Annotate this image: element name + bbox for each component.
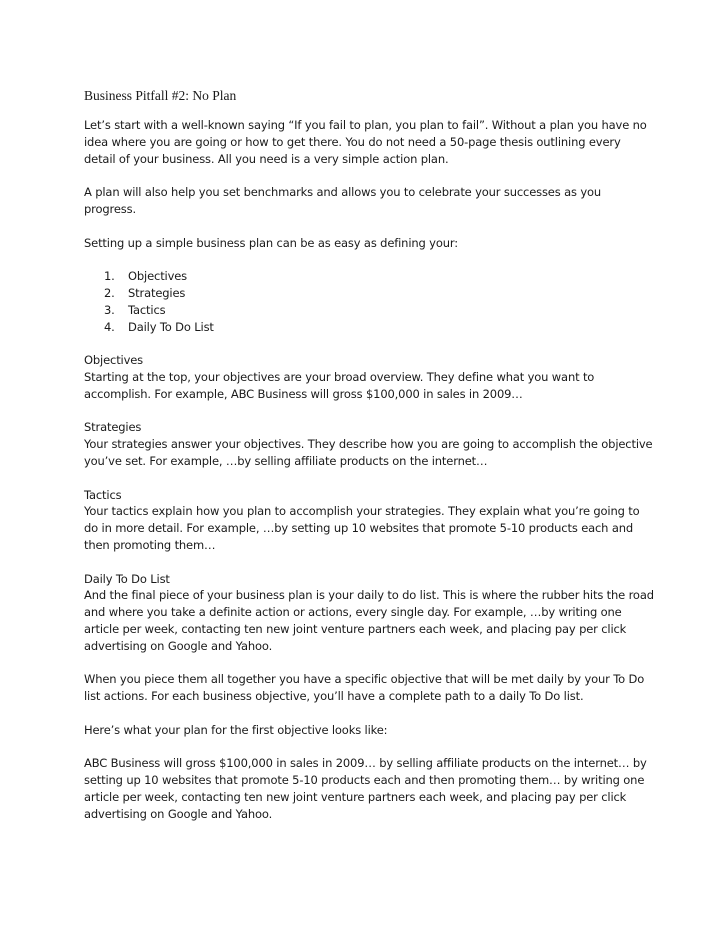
list-item-label: Tactics bbox=[128, 302, 166, 317]
section-daily-to-do-list bbox=[84, 571, 654, 655]
section-heading: Objectives bbox=[84, 353, 144, 368]
document-page bbox=[84, 87, 654, 839]
section-heading: Daily To Do List bbox=[84, 571, 170, 586]
list-item bbox=[84, 319, 654, 336]
section-strategies bbox=[84, 419, 654, 469]
summary-paragraph: ABC Business will gross $100,000 in sales in 2009… by selling affiliate products on the internet… by setting up 10 websites that promote 5-10 products each and then promoting them… by writing one article per week, contacting ten new joint venture partners each week, and placing pay per click advertising on Google and Yahoo. bbox=[84, 756, 647, 821]
section-heading: Tactics bbox=[84, 487, 122, 502]
here-paragraph: Here’s what your plan for the first objective looks like: bbox=[84, 722, 388, 737]
intro-paragraph: Let’s start with a well-known saying “If you fail to plan, you plan to fail”. Without a plan you have no idea where you are going or how to get there. You do not need a 50-page thesis outlining every detail of your business. All you need is a very simple action plan. bbox=[84, 118, 647, 166]
section-heading: Strategies bbox=[84, 420, 142, 435]
benchmarks-paragraph: A plan will also help you set benchmarks and allows you to celebrate your successes as you progress. bbox=[84, 185, 601, 216]
list-item-number: 3. bbox=[104, 302, 115, 317]
list-item-number: 4. bbox=[104, 319, 115, 334]
together-paragraph: When you piece them all together you have a specific objective that will be met daily by your To Do list actions. For each business objective, you’ll have a complete path to a daily To Do list. bbox=[84, 672, 645, 704]
document-title: Business Pitfall #2: No Plan bbox=[84, 88, 237, 103]
setup-paragraph: Setting up a simple business plan can be as easy as defining your: bbox=[84, 235, 458, 250]
plan-components-list bbox=[84, 268, 654, 335]
section-objectives bbox=[84, 352, 654, 402]
section-tactics bbox=[84, 487, 654, 554]
section-body: And the final piece of your business plan is your daily to do list. This is where the rubber hits the road and where you take a definite action or actions, every single day. For example, …by writing one article per week, contacting ten new joint venture partners each week, and placing pay per click advertising on Google and Yahoo. bbox=[84, 588, 654, 653]
section-body: Your strategies answer your objectives. They describe how you are going to accomplish the objective you’ve set. For example, …by selling affiliate products on the internet… bbox=[84, 437, 653, 468]
list-item bbox=[84, 302, 654, 319]
list-item-label: Daily To Do List bbox=[128, 319, 214, 334]
section-body: Starting at the top, your objectives are your broad overview. They define what you want to accomplish. For example, ABC Business will gross $100,000 in sales in 2009… bbox=[84, 369, 595, 401]
list-item bbox=[84, 285, 654, 302]
list-item bbox=[84, 268, 654, 285]
list-item-label: Objectives bbox=[128, 269, 188, 284]
list-item-number: 2. bbox=[104, 285, 115, 300]
list-item-label: Strategies bbox=[128, 285, 186, 300]
list-item-number: 1. bbox=[104, 269, 115, 284]
section-body: Your tactics explain how you plan to accomplish your strategies. They explain what you’re going to do in more detail. For example, …by setting up 10 websites that promote 5-10 products each and then promoting them… bbox=[84, 504, 640, 552]
